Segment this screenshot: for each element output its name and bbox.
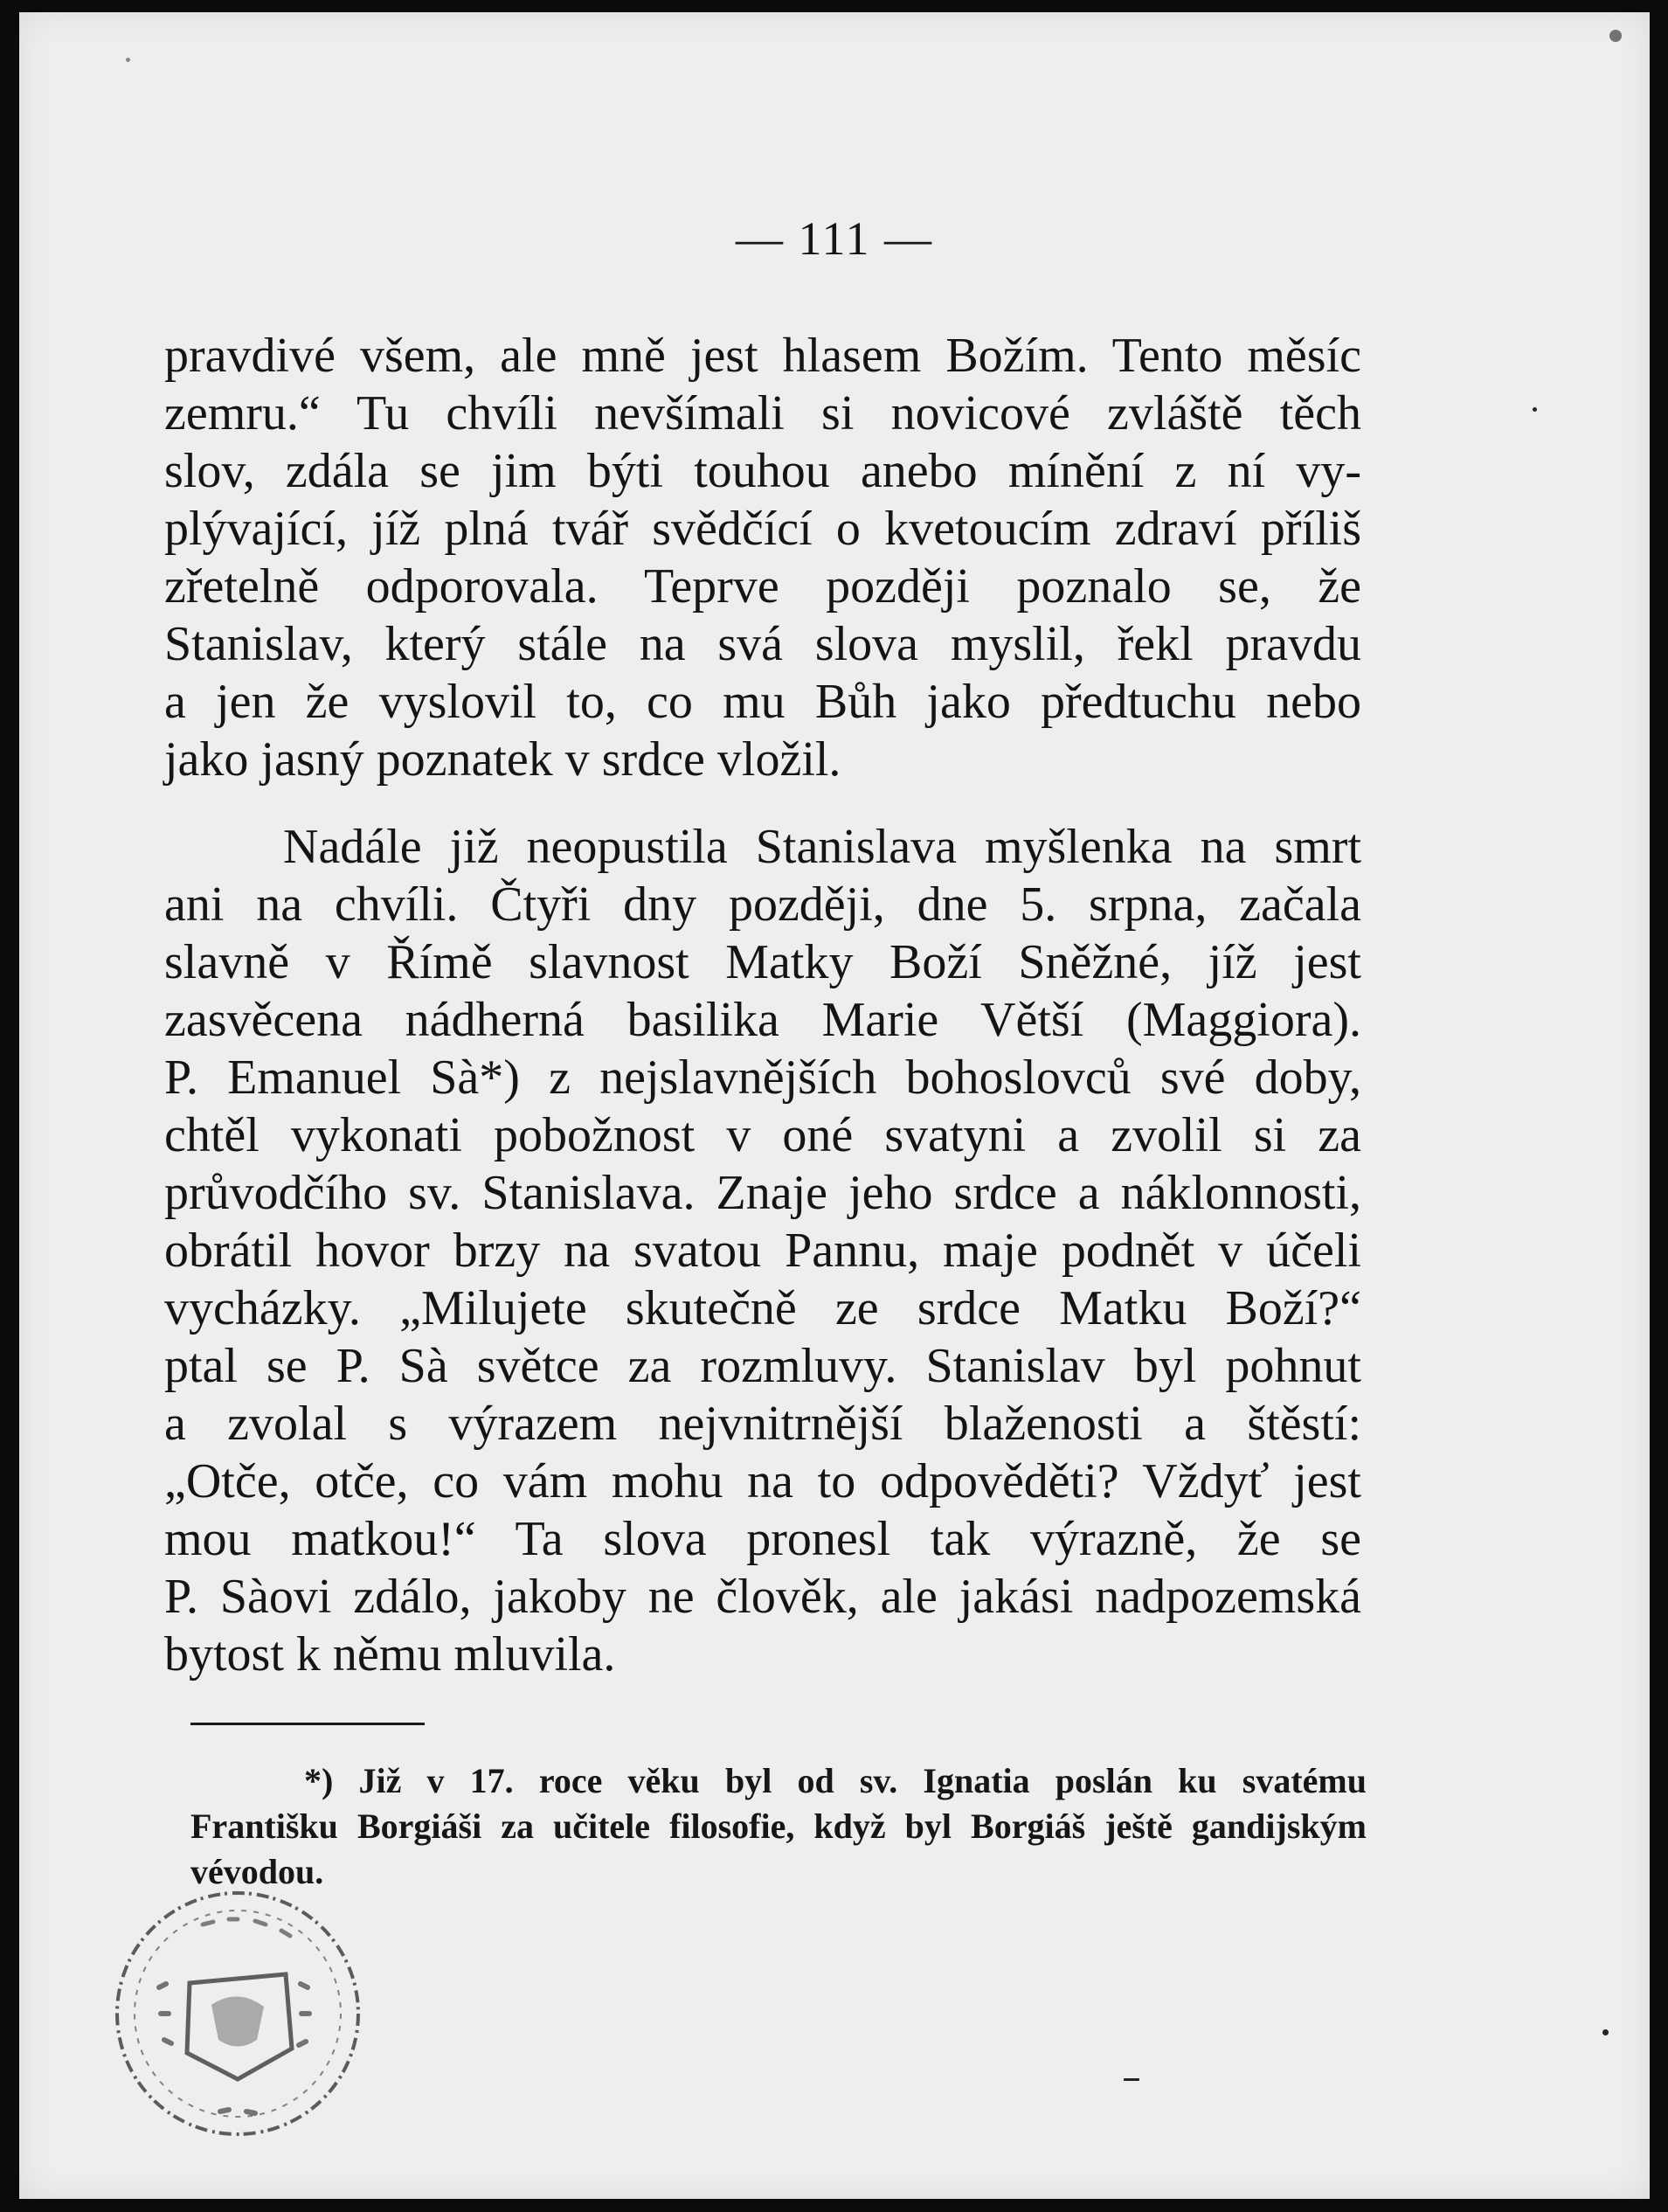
page-number: — 111 — (736, 212, 933, 265)
text-line: slov, zdála se jim býti touhou anebo mínění z ní vy- (164, 444, 1361, 498)
footnote (190, 1758, 1367, 1895)
paragraph-2 (164, 818, 1361, 1683)
text-line: plývající, jíž plná tvář svědčící o kvetoucím zdraví příliš (164, 502, 1361, 556)
paper-speck (1124, 2078, 1139, 2081)
paper-speck (1609, 30, 1622, 42)
text-line: „Otče, otče, co vám mohu na to odpověděti? Vždyť jest (164, 1454, 1361, 1508)
text-line: Nadále již neopustila Stanislava myšlenka na smrt (283, 820, 1361, 874)
main-text (164, 327, 1361, 1683)
text-line: bytost k němu mluvila. (164, 1627, 616, 1682)
text-line: P. Emanuel Sà*) z nejslavnějších bohoslovců své doby, (164, 1051, 1361, 1105)
text-line: slavně v Římě slavnost Matky Boží Sněžné, jíž jest (164, 935, 1361, 989)
footnote-line: vévodou. (190, 1852, 324, 1891)
paper-speck (1533, 407, 1537, 412)
text-line: obrátil hovor brzy na svatou Pannu, maje podnět v účeli (164, 1224, 1361, 1278)
footnote-divider (190, 1723, 425, 1725)
text-line: ptal se P. Sà světce za rozmluvy. Stanislav byl pohnut (164, 1339, 1361, 1393)
paragraph-1 (164, 327, 1361, 788)
text-line: mou matkou!“ Ta slova pronesl tak výrazně, že se (164, 1512, 1361, 1566)
text-line: zřetelně odporovala. Teprve později poznalo se, že (164, 559, 1361, 614)
footnote-line: Františku Borgiáši za učitele filosofie, když byl Borgiáš ještě gandijským (190, 1806, 1367, 1846)
text-line: a zvolal s výrazem nejvnitrnější blaženosti a štěstí: (164, 1397, 1361, 1451)
book-page (19, 12, 1650, 2199)
footnote-line: *) Již v 17. roce věku byl od sv. Ignatia poslán ku svatému (304, 1761, 1367, 1800)
text-line: pravdivé všem, ale mně jest hlasem Božím. Tento měsíc (164, 329, 1361, 383)
text-line: jako jasný poznatek v srdce vložil. (164, 732, 841, 787)
library-stamp-icon (107, 1883, 369, 2145)
text-line: P. Sàovi zdálo, jakoby ne člověk, ale jakási nadpozemská (164, 1570, 1361, 1624)
text-line: chtěl vykonati pobožnost v oné svatyni a zvolil si za (164, 1108, 1361, 1162)
text-line: průvodčího sv. Stanislava. Znaje jeho srdce a náklonnosti, (164, 1166, 1361, 1220)
text-line: zemru.“ Tu chvíli nevšímali si novicové zvláště těch (164, 386, 1361, 440)
paragraph-gap (164, 788, 1361, 818)
paper-speck (1602, 2029, 1609, 2035)
paper-speck (126, 58, 130, 62)
text-line: ani na chvíli. Čtyři dny později, dne 5. srpna, začala (164, 877, 1361, 932)
text-line: a jen že vyslovil to, co mu Bůh jako předtuchu nebo (164, 675, 1361, 729)
text-line: vycházky. „Milujete skutečně ze srdce Matku Boží?“ (164, 1281, 1361, 1335)
text-line: zasvěcena nádherná basilika Marie Větší (Maggiora). (164, 993, 1361, 1047)
text-line: Stanislav, který stále na svá slova myslil, řekl pravdu (164, 617, 1361, 671)
